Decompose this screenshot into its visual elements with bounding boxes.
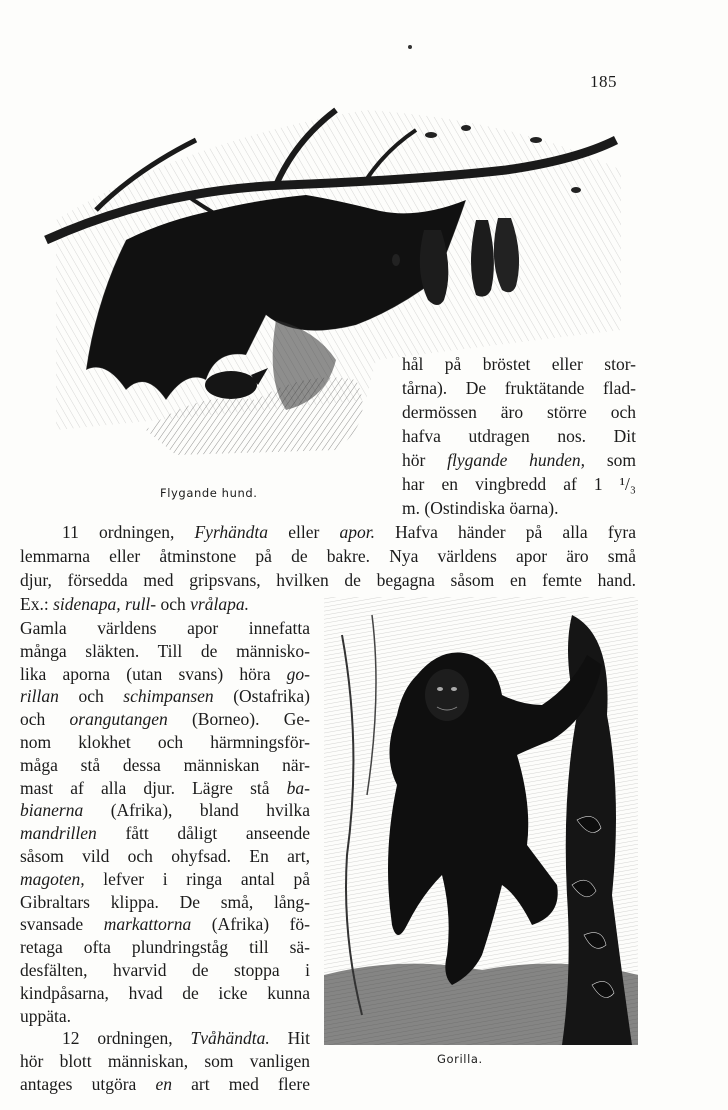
text-line: nom klokhet och härmningsför-	[20, 732, 310, 752]
text-line: rillan och schimpansen (Ostafrika)	[20, 686, 310, 707]
text-line: retaga ofta plundringståg till sä-	[20, 937, 310, 958]
text-line: magoten, lefver i ringa antal på	[20, 868, 310, 889]
gorilla-illustration	[322, 595, 640, 1047]
text-line: uppäta.	[20, 1005, 72, 1026]
gorilla-caption: Gorilla.	[437, 1052, 483, 1066]
text-line: lika aporna (utan svans) höra go-	[20, 663, 310, 684]
text-line: måga stå dessa människan när-	[20, 754, 310, 775]
text-line: tårna). De fruktätande flad-	[402, 378, 636, 398]
text-line: Gibraltars klippa. De små, lång-	[20, 891, 310, 912]
text-line: dermössen äro större och	[402, 402, 636, 422]
text-line: hör flygande hunden, som	[402, 450, 636, 470]
flying-fox-caption: Flygande hund.	[160, 486, 258, 500]
text-line: och orangutangen (Borneo). Ge-	[20, 709, 310, 730]
text-line: hafva utdragen nos. Dit	[402, 426, 636, 446]
text-line: antages utgöra en art med flere	[20, 1074, 311, 1094]
text-line: såsom vild och ohyfsad. En art,	[20, 846, 310, 866]
ink-speck	[408, 45, 412, 49]
text-line: mast af alla djur. Lägre stå ba-	[20, 777, 310, 798]
text-line: Ex.: sidenapa, rull- och vrålapa.	[20, 594, 249, 614]
page-number: 185	[590, 72, 617, 91]
text-line: hör blott människan, som vanligen	[20, 1051, 310, 1072]
text-line: hål på bröstet eller stor-	[402, 354, 636, 374]
text-line: svansade markattorna (Afrika) fö-	[20, 914, 310, 935]
text-line: kindpåsarna, hvad de icke kunna	[20, 982, 310, 1003]
text-line: har en vingbredd af 1 ¹/₃	[402, 474, 636, 494]
text-line: mandrillen fått dåligt anseende	[20, 823, 310, 844]
text-line: Gamla världens apor innefatta	[20, 618, 310, 638]
text-line: 11 ordningen, Fyrhändta eller apor. Hafva händer på alla fyra	[62, 522, 637, 542]
text-line: bianerna (Afrika), bland hvilka	[20, 800, 310, 821]
text-line: desfälten, hvarvid de stoppa i	[20, 960, 310, 980]
text-line: många släkten. Till de människo-	[20, 640, 310, 661]
text-line: m. (Ostindiska öarna).	[402, 498, 559, 518]
text-line: 12 ordningen, Tvåhändta. Hit	[62, 1028, 310, 1049]
text-line: djur, försedda med gripsvans, hvilken de begagna såsom en femte hand.	[20, 570, 636, 590]
text-line: lemmarna eller åtminstone på de bakre. Nya världens apor äro små	[20, 546, 636, 566]
